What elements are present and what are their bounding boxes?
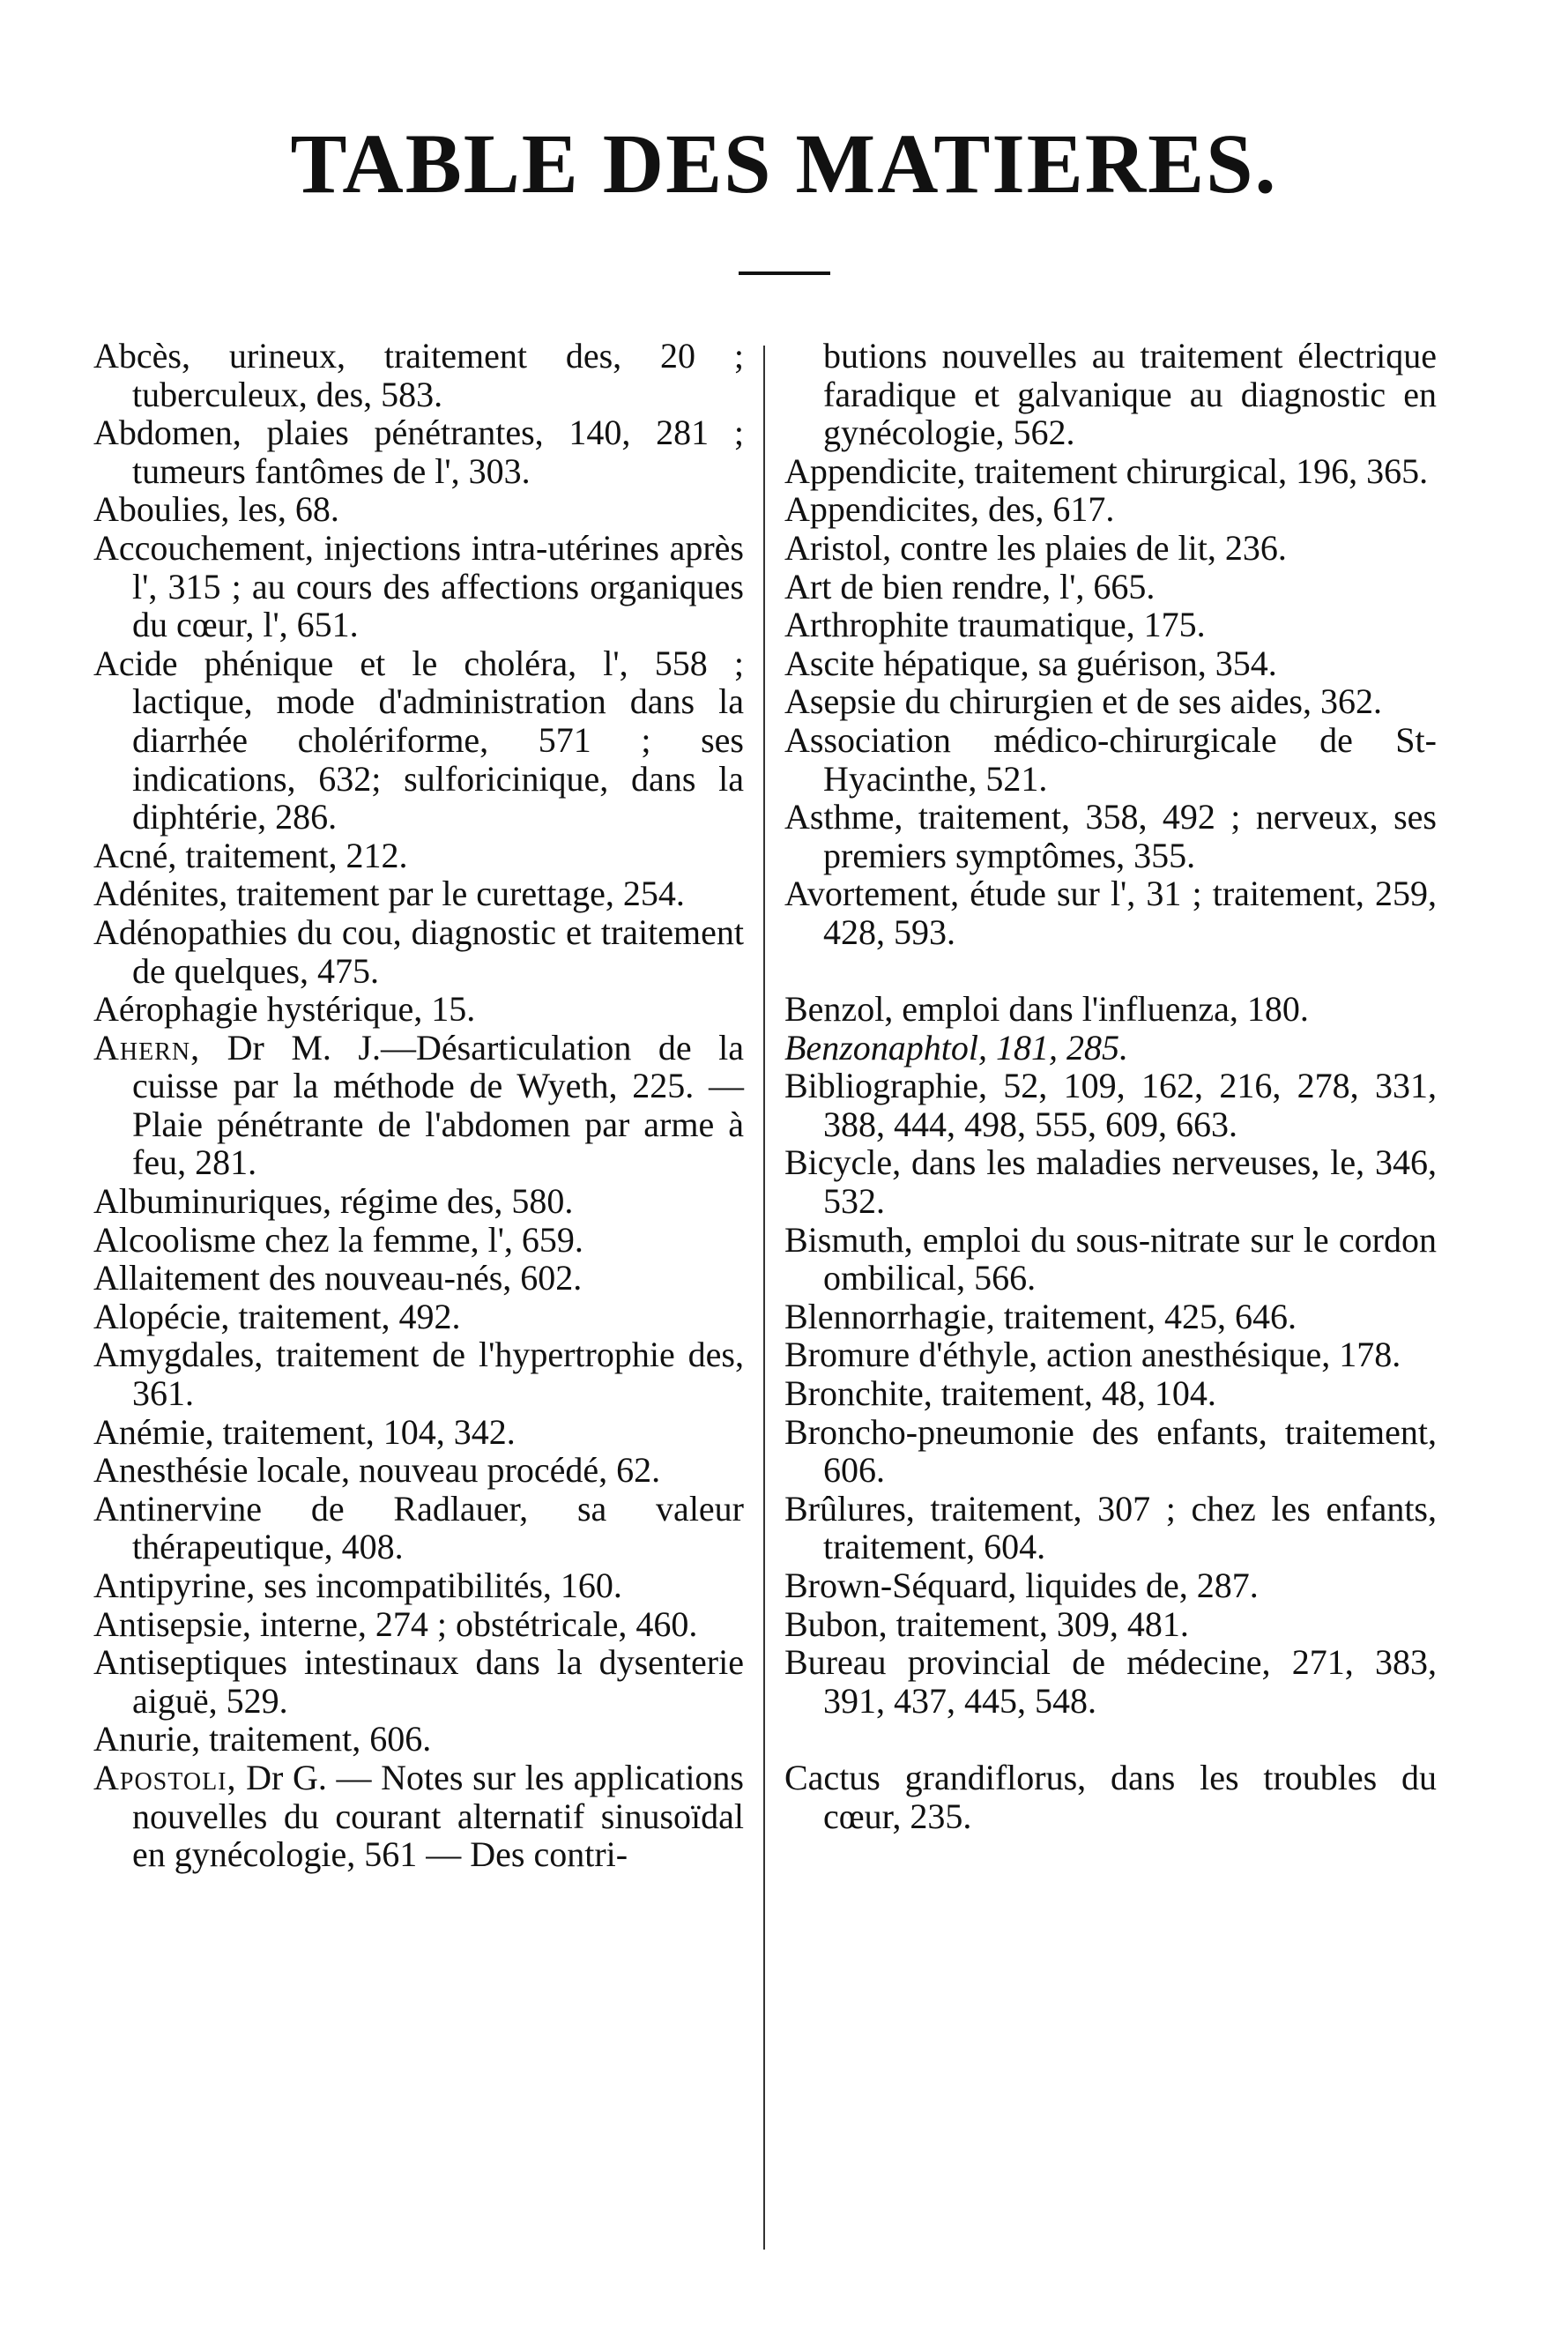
index-entry: Avortement, étude sur l', 31 ; traitement, 259, 428, 593. (784, 874, 1437, 952)
index-entry: Accouchement, injections intra-utérines après l', 315 ; au cours des affections organiques du cœur, l', 651. (93, 527, 744, 645)
index-entry: Anesthésie locale, nouveau procédé, 62. (93, 1450, 661, 1491)
index-entry: Acide phénique et le choléra, l', 558 ; lactique, mode d'administration dans la diarrhée cholériforme, 571 ; ses indications, 632; sulforicinique, dans la diphtérie, 286. (93, 643, 744, 837)
index-entry: Antisepsie, interne, 274 ; obstétricale, 460. (93, 1603, 698, 1644)
index-entry: Aboulies, les, 68. (93, 489, 339, 530)
author-name: Ahern, (93, 1027, 201, 1067)
page-title: TABLE DES MATIERES. (290, 116, 1278, 211)
index-entry: Appendicites, des, 617. (784, 489, 1115, 530)
index-entry: Asthme, traitement, 358, 492 ; nerveux, ses premiers symptômes, 355. (784, 797, 1437, 875)
index-entry: Alopécie, traitement, 492. (93, 1296, 461, 1336)
index-entry: Antinervine de Radlauer, sa valeur thérapeutique, 408. (93, 1488, 744, 1567)
left-column (93, 337, 744, 1874)
column-divider (763, 346, 765, 2250)
index-entry: Amygdales, traitement de l'hypertrophie des, 361. (93, 1335, 744, 1414)
index-entry: Antipyrine, ses incompatibilités, 160. (93, 1566, 622, 1605)
index-entry: Bicycle, dans les maladies nerveuses, le, 346, 532. (784, 1142, 1437, 1222)
index-entry: Blennorrhagie, traitement, 425, 646. (784, 1296, 1297, 1336)
index-entry: Bromure d'éthyle, action anesthésique, 178. (784, 1335, 1401, 1375)
index-entry: Alcoolisme chez la femme, l', 659. (93, 1219, 583, 1260)
index-entry: Appendicite, traitement chirurgical, 196, 365. (784, 450, 1429, 491)
index-entry: Abcès, urineux, traitement des, 20 ; tuberculeux, des, 583. (93, 336, 744, 414)
index-entry: Cactus grandiflorus, dans les troubles du cœur, 235. (784, 1757, 1437, 1836)
index-entry-continuation: butions nouvelles au traitement électrique faradique et galvanique au diagnostic en gynécologie, 562. (823, 336, 1437, 453)
index-entry: Association médico-chirurgicale de St-Hyacinthe, 521. (784, 719, 1437, 799)
index-entry: Broncho-pneumonie des enfants, traitement, 606. (784, 1411, 1437, 1491)
index-entry: Abdomen, plaies pénétrantes, 140, 281 ; tumeurs fantômes de l', 303. (93, 413, 744, 491)
index-entry: Art de bien rendre, l', 665. (784, 566, 1156, 606)
index-entry: Anémie, traitement, 104, 342. (93, 1411, 516, 1452)
right-column (784, 337, 1437, 1835)
index-entry: Bubon, traitement, 309, 481. (784, 1603, 1189, 1644)
index-entry-author: Apostoli, Dr G. — Notes sur les applications nouvelles du courant alternatif sinusoïdal en gynécologie, 561 — Des contri- (93, 1757, 744, 1875)
index-entry: Albuminuriques, régime des, 580. (93, 1181, 574, 1222)
index-entry: Benzol, emploi dans l'influenza, 180. (784, 989, 1309, 1030)
title-rule (739, 271, 830, 275)
index-entry: Arthrophite traumatique, 175. (784, 605, 1206, 645)
index-entry-author: Ahern, Dr M. J.—Désarticulation de la cuisse par la méthode de Wyeth, 225. — Plaie pénétrante de l'abdomen par arme à feu, 281. (93, 1027, 744, 1183)
index-entry: Bronchite, traitement, 48, 104. (784, 1373, 1216, 1414)
index-entry: Antiseptiques intestinaux dans la dysenterie aiguë, 529. (93, 1642, 744, 1721)
index-entry: Bismuth, emploi du sous-nitrate sur le cordon ombilical, 566. (784, 1219, 1437, 1298)
index-entry: Aérophagie hystérique, 15. (93, 989, 476, 1030)
index-entry: Aristol, contre les plaies de lit, 236. (784, 527, 1287, 568)
index-entry: Adénites, traitement par le curettage, 254. (93, 874, 685, 914)
index-entry: Acné, traitement, 212. (93, 835, 408, 875)
index-entry: Allaitement des nouveau-nés, 602. (93, 1258, 583, 1298)
index-entry: Benzonaphtol, 181, 285. (784, 1027, 1128, 1067)
index-entry: Ascite hépatique, sa guérison, 354. (784, 643, 1277, 683)
index-entry: Asepsie du chirurgien et de ses aides, 362. (784, 681, 1382, 722)
index-entry: Anurie, traitement, 606. (93, 1719, 432, 1759)
index-entry: Brûlures, traitement, 307 ; chez les enfants, traitement, 604. (784, 1488, 1437, 1567)
index-entry: Bureau provincial de médecine, 271, 383, 391, 437, 445, 548. (784, 1642, 1437, 1721)
index-entry: Bibliographie, 52, 109, 162, 216, 278, 331, 388, 444, 498, 555, 609, 663. (784, 1066, 1437, 1144)
index-entry: Adénopathies du cou, diagnostic et traitement de quelques, 475. (93, 911, 744, 991)
index-entry: Brown-Séquard, liquides de, 287. (784, 1566, 1259, 1605)
author-name: Apostoli, (93, 1757, 237, 1797)
